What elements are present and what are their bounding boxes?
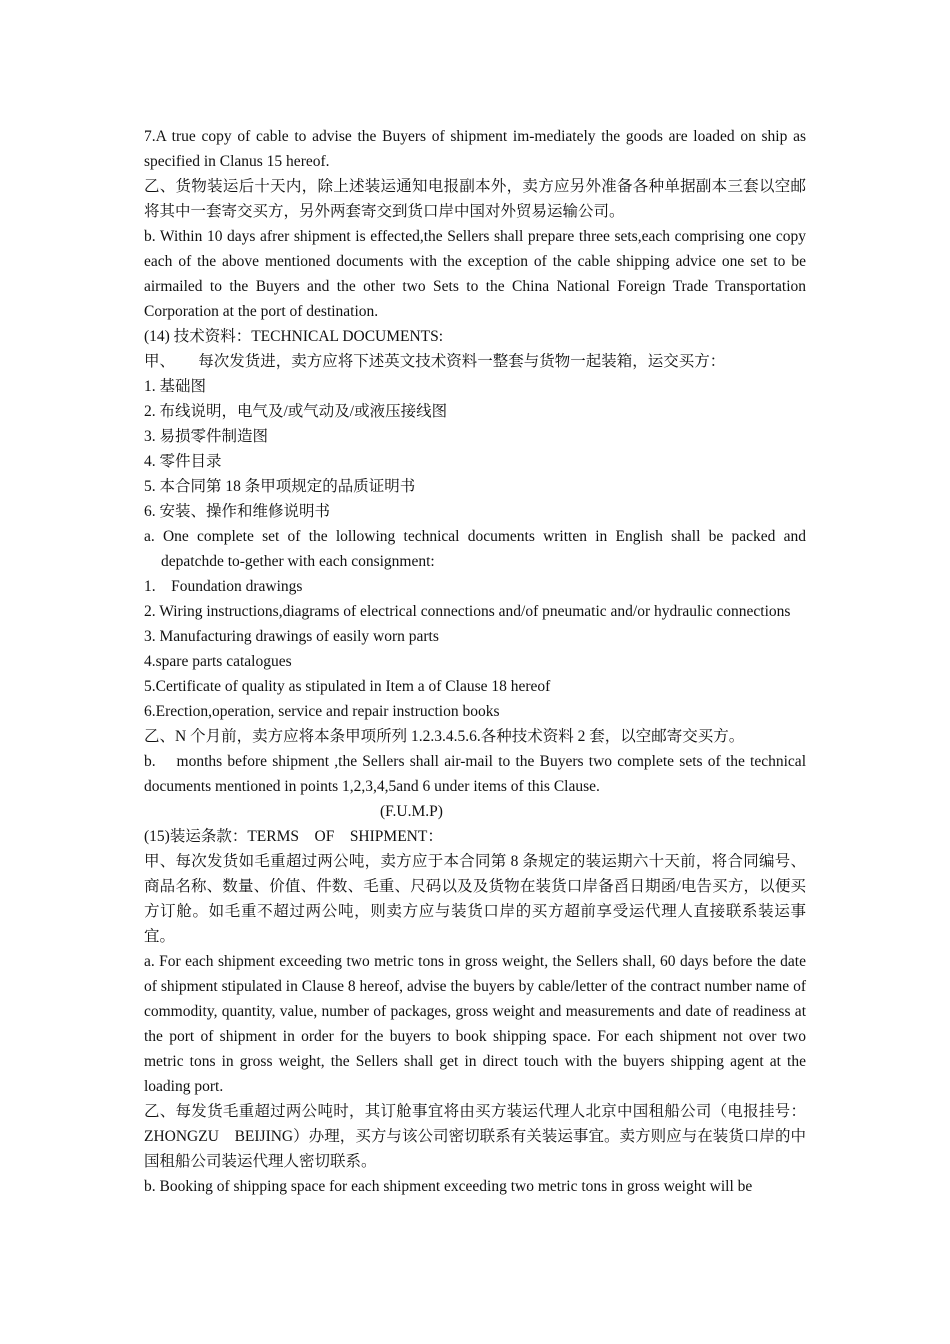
- paragraph-b-documents-en: b. Within 10 days afrer shipment is effected,the Sellers shall prepare three sets,each comprising one copy each of the above mentioned documents with the exception of the cable shipping advice one set to be airmailed to the Buyers and the other two Sets to the China National Foreign Trade Transportation Corporation at the port of destination.: [144, 228, 806, 320]
- paragraph-b-technical-en: b. months before shipment ,the Sellers shall air-mail to the Buyers two complete sets of the technical documents mentioned in points 1,2,3,4,5and 6 under items of this Clause.: [144, 753, 810, 795]
- fump-marker: (F.U.M.P): [380, 803, 443, 820]
- paragraph-a-shipment-en: a. For each shipment exceeding two metric tons in gross weight, the Sellers shall, 60 days before the date of shipment stipulated in Clause 8 hereof, advise the buyers by cable/letter of the contract number name of commodity, quantity, value, number of packages, gross weight and measurements and date of readiness at the port of shipment in order for the buyers to book shipping space. For each shipment not over two metric tons in gross weight, the Sellers shall get in direct touch with the buyers shipping agent at the loading port.: [144, 953, 806, 1095]
- list-item-cn-3: 3. 易损零件制造图: [144, 428, 269, 445]
- heading-terms-of-shipment: (15)装运条款：TERMS OF SHIPMENT：: [144, 828, 443, 845]
- list-item-cn-6: 6. 安装、操作和维修说明书: [144, 503, 331, 520]
- paragraph-yi-shipment-cn: 乙、每发货毛重超过两公吨时，其订舱事宜将由买方装运代理人北京中国租船公司（电报挂号：ZHONGZU BEIJING）办理，买方与该公司密切联系有关装运事宜。卖方则应与在装货口岸的中国租船公司装运代理人密切联系。: [144, 1103, 806, 1170]
- document-page: [144, 124, 810, 1199]
- paragraph-jia-technical-cn: 甲、 每次发货进，卖方应将下述英文技术资料一整套与货物一起装箱，运交买方：: [144, 353, 726, 370]
- list-item-cn-1: 1. 基础图: [144, 378, 207, 395]
- paragraph-jia-shipment-cn: 甲、每次发货如毛重超过两公吨，卖方应于本合同第 8 条规定的装运期六十天前，将合同编号、商品名称、数量、价值、件数、毛重、尺码以及及货物在装货口岸备舀日期函/电告买方，以便买方订舱。如毛重不超过两公吨，则卖方应与装货口岸的买方超前享受运代理人直接联系装运事宜。: [144, 853, 806, 945]
- list-item-en-5: 5.Certificate of quality as stipulated in Item a of Clause 18 hereof: [144, 678, 551, 695]
- list-item-en-2: 2. Wiring instructions,diagrams of electrical connections and/of pneumatic and/or hydraulic connections: [144, 603, 791, 620]
- paragraph-cable-copy: 7.A true copy of cable to advise the Buyers of shipment im-mediately the goods are loaded on ship as specified in Clanus 15 hereof.: [144, 128, 806, 170]
- paragraph-yi-documents-cn: 乙、货物装运后十天内，除上述装运通知电报副本外，卖方应另外准备各种单据副本三套以空邮将其中一套寄交买方，另外两套寄交到货口岸中国对外贸易运输公司。: [144, 178, 806, 220]
- heading-technical-documents: (14) 技术资料：TECHNICAL DOCUMENTS:: [144, 328, 444, 345]
- list-item-cn-4: 4. 零件目录: [144, 453, 222, 470]
- list-item-en-4: 4.spare parts catalogues: [144, 653, 292, 670]
- list-item-en-3: 3. Manufacturing drawings of easily worn parts: [144, 628, 439, 645]
- paragraph-a-technical-en: a. One complete set of the lollowing technical documents written in English shall be packed and depatchde to-gether with each consignment:: [144, 528, 806, 570]
- paragraph-b-shipment-en: b. Booking of shipping space for each shipment exceeding two metric tons in gross weight will be: [144, 1178, 753, 1195]
- list-item-cn-2: 2. 布线说明，电气及/或气动及/或液压接线图: [144, 403, 448, 420]
- list-item-cn-5: 5. 本合同第 18 条甲项规定的品质证明书: [144, 478, 416, 495]
- paragraph-yi-technical-cn: 乙、N 个月前，卖方应将本条甲项所列 1.2.3.4.5.6.各种技术资料 2 套，以空邮寄交买方。: [144, 728, 745, 745]
- list-item-en-1: 1. Foundation drawings: [144, 578, 303, 595]
- list-item-en-6: 6.Erection,operation, service and repair instruction books: [144, 703, 500, 720]
